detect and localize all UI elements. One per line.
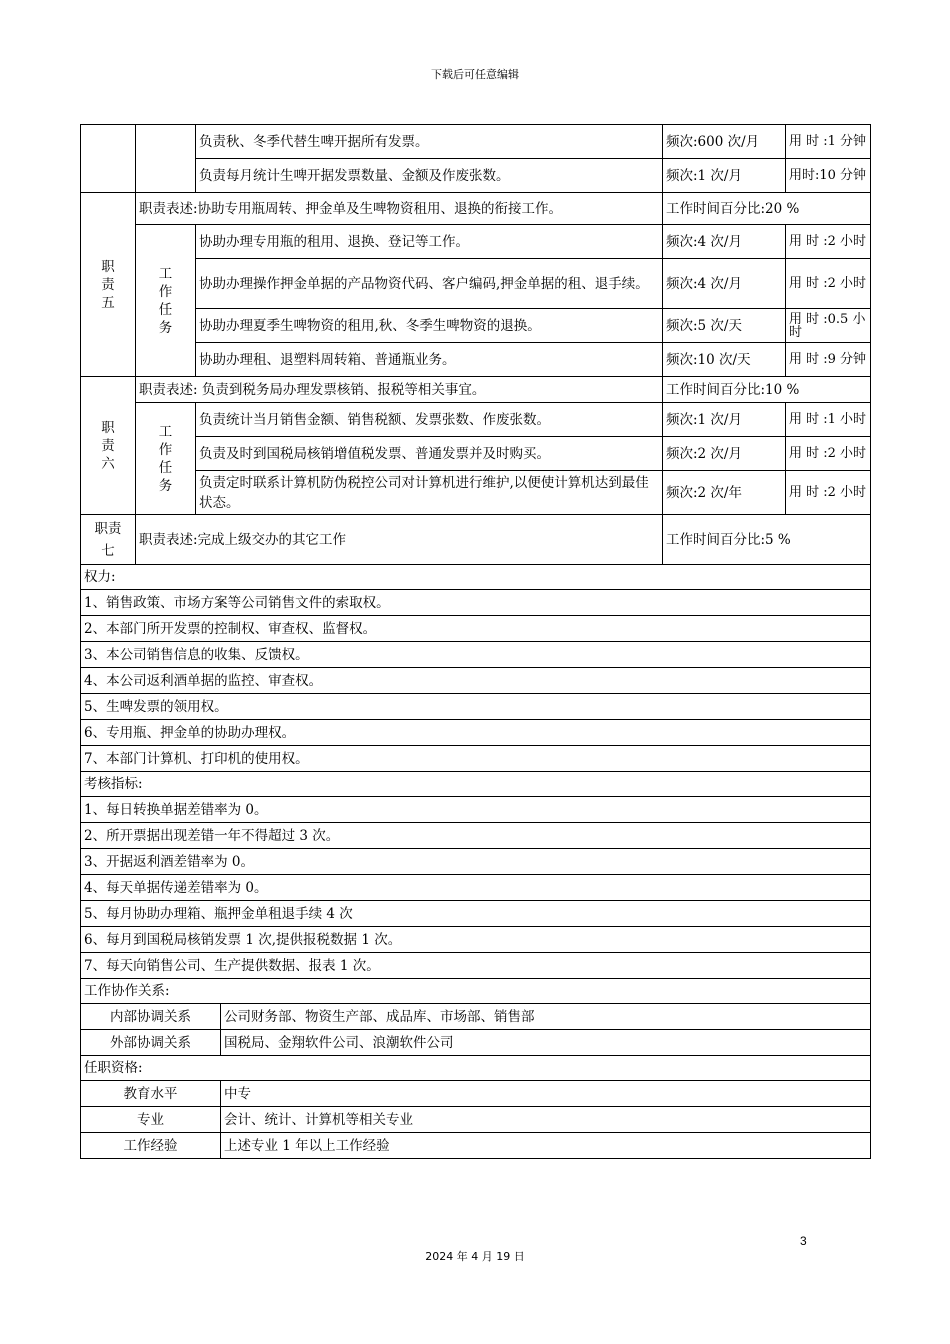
row-value: 国税局、金翔软件公司、浪潮软件公司: [221, 1030, 871, 1056]
list-item: 5、生啤发票的领用权。: [81, 694, 871, 720]
task-frequency: 频次:2 次/月: [663, 437, 786, 471]
task-text: 负责秋、冬季代替生啤开据所有发票。: [196, 125, 663, 159]
row-value: 会计、统计、计算机等相关专业: [221, 1107, 871, 1133]
duty-percent: 工作时间百分比:20 %: [663, 193, 871, 225]
duty6-task-label-text: 工作任务: [158, 423, 173, 494]
task-frequency: 频次:1 次/月: [663, 159, 786, 193]
task-time: 用 时 :2 小时: [786, 225, 871, 259]
task-time: 用 时 :2 小时: [786, 437, 871, 471]
list-item: 5、每月协助办理箱、瓶押金单租退手续 4 次: [81, 901, 871, 927]
list-item: 4、每天单据传递差错率为 0。: [81, 875, 871, 901]
page-header-note: 下载后可任意编辑: [431, 68, 519, 81]
list-item: 1、销售政策、市场方案等公司销售文件的索取权。: [81, 590, 871, 616]
duty-statement: 职责表述:协助专用瓶周转、押金单及生啤物资租用、退换的衔接工作。: [136, 193, 663, 225]
duty-percent: 工作时间百分比:5 %: [663, 515, 871, 565]
list-item: 3、本公司销售信息的收集、反馈权。: [81, 642, 871, 668]
empty-cell: [81, 125, 136, 193]
duty6-task-label: [136, 403, 196, 515]
task-frequency: 频次:4 次/月: [663, 259, 786, 309]
row-label: 工作经验: [81, 1133, 221, 1159]
row-value: 上述专业 1 年以上工作经验: [221, 1133, 871, 1159]
task-time: 用时:10 分钟: [786, 159, 871, 193]
duty-statement: 职责表述: 负责到税务局办理发票核销、报税等相关事宜。: [136, 377, 663, 403]
list-item: 1、每日转换单据差错率为 0。: [81, 797, 871, 823]
list-item: 7、本部门计算机、打印机的使用权。: [81, 746, 871, 772]
duty5-label: [81, 193, 136, 377]
section-title: 工作协作关系:: [81, 979, 871, 1004]
list-item: 6、每月到国税局核销发票 1 次,提供报税数据 1 次。: [81, 927, 871, 953]
task-frequency: 频次:1 次/月: [663, 403, 786, 437]
task-text: 协助办理操作押金单据的产品物资代码、客户编码,押金单据的租、退手续。: [196, 259, 663, 309]
duty-table-container: [80, 124, 870, 1159]
row-label: 外部协调关系: [81, 1030, 221, 1056]
page-date: 2024 年 4 月 19 日: [425, 1250, 525, 1263]
duty5-task-label: [136, 225, 196, 377]
task-text: 负责每月统计生啤开据发票数量、金额及作废张数。: [196, 159, 663, 193]
duty6-label-text: 职责六: [101, 419, 115, 472]
task-text: 负责定时联系计算机防伪税控公司对计算机进行维护,以便使计算机达到最佳状态。: [196, 471, 663, 515]
task-text: 协助办理夏季生啤物资的租用,秋、冬季生啤物资的退换。: [196, 309, 663, 343]
list-item: 6、专用瓶、押金单的协助办理权。: [81, 720, 871, 746]
duty7-label-text: 职责七: [94, 520, 122, 559]
task-frequency: 频次:600 次/月: [663, 125, 786, 159]
list-item: 3、开据返利酒差错率为 0。: [81, 849, 871, 875]
task-time: 用 时 :2 小时: [786, 471, 871, 515]
task-time: 用 时 :1 分钟: [786, 125, 871, 159]
task-time: 用 时 :9 分钟: [786, 343, 871, 377]
empty-cell: [136, 125, 196, 193]
task-frequency: 频次:5 次/天: [663, 309, 786, 343]
row-value: 中专: [221, 1081, 871, 1107]
task-time: 用 时 :0.5 小时: [786, 309, 871, 343]
task-frequency: 频次:10 次/天: [663, 343, 786, 377]
duty-percent: 工作时间百分比:10 %: [663, 377, 871, 403]
task-frequency: 频次:2 次/年: [663, 471, 786, 515]
task-text: 协助办理专用瓶的租用、退换、登记等工作。: [196, 225, 663, 259]
page-number: 3: [800, 1234, 807, 1248]
task-text: 负责统计当月销售金额、销售税额、发票张数、作废张数。: [196, 403, 663, 437]
section-title: 考核指标:: [81, 772, 871, 797]
section-title: 权力:: [81, 565, 871, 590]
list-table: [80, 564, 871, 1159]
row-label: 专业: [81, 1107, 221, 1133]
section-title: 任职资格:: [81, 1056, 871, 1081]
task-frequency: 频次:4 次/月: [663, 225, 786, 259]
task-time: 用 时 :2 小时: [786, 259, 871, 309]
row-label: 教育水平: [81, 1081, 221, 1107]
row-label: 内部协调关系: [81, 1004, 221, 1030]
duty7-label: [81, 515, 136, 565]
duty6-label: [81, 377, 136, 515]
task-text: 协助办理租、退塑料周转箱、普通瓶业务。: [196, 343, 663, 377]
list-item: 2、所开票据出现差错一年不得超过 3 次。: [81, 823, 871, 849]
duty-statement: 职责表述:完成上级交办的其它工作: [136, 515, 663, 565]
list-item: 7、每天向销售公司、生产提供数据、报表 1 次。: [81, 953, 871, 979]
task-time: 用 时 :1 小时: [786, 403, 871, 437]
list-item: 4、本公司返利酒单据的监控、审查权。: [81, 668, 871, 694]
list-item: 2、本部门所开发票的控制权、审查权、监督权。: [81, 616, 871, 642]
row-value: 公司财务部、物资生产部、成品库、市场部、销售部: [221, 1004, 871, 1030]
duty5-label-text: 职责五: [101, 258, 115, 311]
duty5-task-label-text: 工作任务: [158, 265, 173, 336]
duty-table: [80, 124, 871, 565]
task-text: 负责及时到国税局核销增值税发票、普通发票并及时购买。: [196, 437, 663, 471]
